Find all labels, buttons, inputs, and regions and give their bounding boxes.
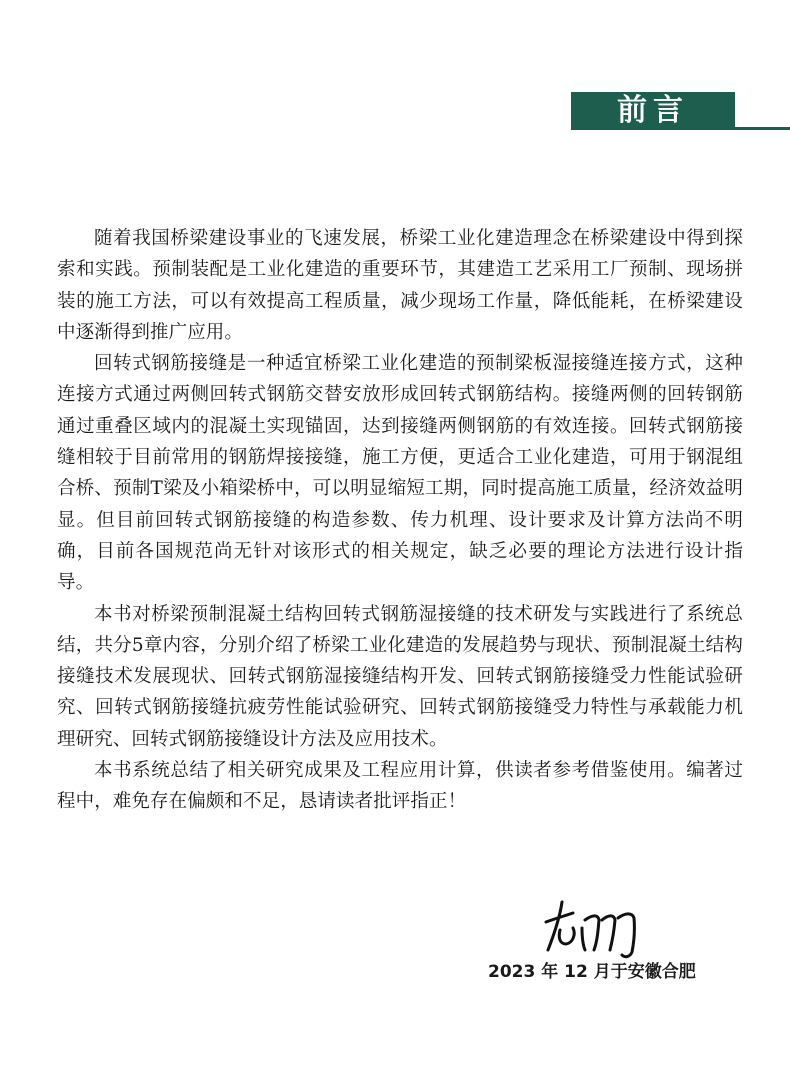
title-rule bbox=[735, 127, 790, 130]
paragraph-1: 随着我国桥梁建设事业的飞速发展，桥梁工业化建造理念在桥梁建设中得到探索和实践。预制装配是工业化建造的重要环节，其建造工艺采用工厂预制、现场拼装的施工方法，可以有效提高工程质量，减少现场工作量，降低能耗，在桥梁建设中逐渐得到推广应用。 bbox=[57, 228, 743, 343]
paragraph-4: 本书系统总结了相关研究成果及工程应用计算，供读者参考借鉴使用。编著过程中，难免存在偏颇和不足，恳请读者批评指正！ bbox=[57, 760, 743, 813]
page-title: 前言 bbox=[617, 93, 689, 128]
preface-title-banner bbox=[571, 92, 735, 130]
paragraph-2: 回转式钢筋接缝是一种适宜桥梁工业化建造的预制梁板湿接缝连接方式，这种连接方式通过两侧回转式钢筋交替安放形成回转式钢筋结构。接缝两侧的回转钢筋通过重叠区域内的混凝土实现锚固，达到接缝两侧钢筋的有效连接。回转式钢筋接缝相较于目前常用的钢筋焊接接缝，施工方便，更适合工业化建造，可用于钢混组合桥、预制T梁及小箱梁桥中，可以明显缩短工期，同时提高施工质量，经济效益明显。但目前回转式钢筋接缝的构造参数、传力机理、设计要求及计算方法尚不明确，目前各国规范尚无针对该形式的相关规定，缺乏必要的理论方法进行设计指导。 bbox=[57, 353, 743, 594]
handwritten-signature bbox=[540, 898, 650, 960]
paragraph-3: 本书对桥梁预制混凝土结构回转式钢筋湿接缝的技术研发与实践进行了系统总结，共分5章内容，分别介绍了桥梁工业化建造的发展趋势与现状、预制混凝土结构接缝技术发展现状、回转式钢筋湿接缝结构开发、回转式钢筋接缝受力性能试验研究、回转式钢筋接缝抗疲劳性能试验研究、回转式钢筋接缝受力特性与承载能力机理研究、回转式钢筋接缝设计方法及应用技术。 bbox=[57, 603, 743, 750]
preface-body bbox=[57, 223, 743, 818]
date-place-line: 2023 年 12 月于安徽合肥 bbox=[488, 962, 696, 982]
